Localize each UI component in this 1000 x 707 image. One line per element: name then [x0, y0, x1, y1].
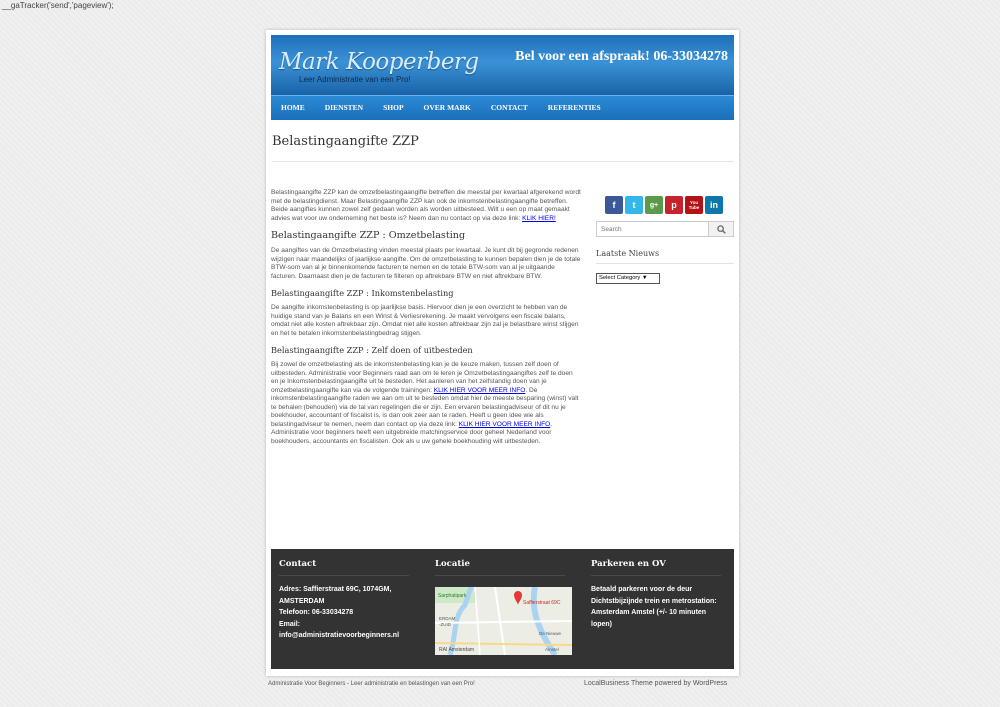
map-label-rai: RAI Amsterdam — [439, 647, 475, 653]
training-info-link[interactable]: KLIK HIER VOOR MEER INFO — [433, 386, 526, 394]
header-tagline: Bel voor een afspraak! 06-33034278 — [515, 49, 728, 64]
site-footer — [271, 549, 734, 669]
search-input[interactable] — [597, 222, 708, 236]
zelf-text-3: . Administratie voor beginners heeft een uitgebreide matchingservice door geheel Nederland voor boekhouders, accountants en fiscalisten. Ook als u uw gehele boekhouding wilt uitbesteden. — [271, 420, 553, 445]
contact-address: Adres: Saffierstraat 69C, 1074GM, — [279, 586, 392, 593]
nav-item-referenties[interactable]: REFERENTIES — [547, 103, 601, 112]
footer-contact — [279, 559, 409, 642]
footer-location-title: Locatie — [435, 559, 565, 576]
nav-item-contact[interactable]: CONTACT — [490, 103, 528, 112]
parking-line-4: lopen) — [591, 620, 612, 628]
heading-omzetbelasting: Belastingaangifte ZZP : Omzetbelasting — [271, 230, 466, 241]
logo-subtitle: Leer Administratie van een Pro! — [299, 75, 411, 84]
social-icons — [605, 196, 723, 214]
contact-email[interactable]: info@administratievoorbeginners.nl — [279, 632, 400, 639]
tracker-script-text: __gaTracker('send','pageview'); — [2, 1, 114, 10]
youtube-icon[interactable]: You Tube — [685, 196, 703, 214]
title-divider — [272, 161, 734, 162]
footer-contact-text — [279, 584, 409, 642]
nav-item-diensten[interactable]: DIENSTEN — [324, 103, 364, 112]
nav-item-shop[interactable]: SHOP — [383, 103, 404, 112]
twitter-icon[interactable]: t — [625, 196, 643, 214]
advisor-info-link[interactable]: KLIK HIER VOOR MEER INFO — [458, 420, 551, 428]
footer-contact-title: Contact — [279, 559, 409, 576]
theme-credit[interactable]: LocalBusiness Theme powered by WordPress — [584, 680, 728, 687]
nav-item-home[interactable]: HOME — [281, 103, 305, 112]
search-box — [596, 221, 734, 237]
category-select[interactable] — [596, 273, 660, 284]
parking-line-2: Dichtstbijzijnde trein en metrostation: — [591, 597, 717, 605]
footer-parking-title: Parkeren en OV — [591, 559, 721, 576]
footer-parking — [591, 559, 721, 630]
map-label-pin: Saffierstraat 69C — [523, 600, 561, 606]
zelf-text-2: . De inkomstenbelastingaangifte raden we aan om uit te besteden omdat hier de meeste besparing (winst) valt te behalen (behouden) via de tal van regelingen die er zijn. Een ervaren belastingadviseur of dit nu je boekhouder, accountant of fiscalist is, is dan ook zeer aan te raden. Heeft u geen idee wie als belastingadviseur te nemen, neem dan contact op via deze link: — [271, 386, 579, 428]
footer-parking-text — [591, 584, 721, 630]
map-label-park: Sarphatipark — [438, 593, 467, 599]
heading-zelf-doen: Belastingaangifte ZZP : Zelf doen of uitbesteden — [271, 345, 473, 355]
site-credit: Administratie Voor Beginners - Leer administratie en belastingen van een Pro! — [268, 681, 475, 687]
map-label-amstel: Amstel — [545, 647, 559, 652]
search-button[interactable] — [708, 222, 733, 236]
widget-title-latest-news: Laatste Nieuws — [596, 249, 660, 258]
paragraph-inkomstenbelasting: De aangifte inkomstenbelasting is op jaarlijkse basis. Hiervoor dien je een overzicht te hebben van de huidige stand van je Balans en een Winst & Verliesrekening. Je maakt vervolgens een fiscale balans, omdat niet alle kosten aftrekbaar zijn. Omdat niet alle kosten aftrekbaar zijn zal je belastbare winst stijgen en het te betalen inkomstenbelastingbedrag stijgen. — [271, 304, 579, 337]
site-header — [271, 35, 734, 95]
nav-item-over-mark[interactable]: OVER MARK — [423, 103, 471, 112]
widget-divider — [596, 263, 734, 264]
main-nav — [271, 95, 734, 120]
footer-location — [435, 559, 565, 576]
paragraph-omzetbelasting: De aangiftes van de Omzetbelasting vinden meestal plaats per kwartaal. Je kunt dit bij gegronde redenen wijzigen naar maandelijks of jaarlijkse aangifte. Om de omzetbelasting te kunnen bepalen dien je de totale BTW-som van al je binnenkomende facturen te nemen en de totale BTW-som van al je uitgaande facturen. Daarnaast dien je de facturen te filteren op aftrekbare BTW en niet aftrekbare BTW. — [271, 247, 581, 280]
contact-phone: Telefoon: 06-33034278 — [279, 609, 354, 616]
paragraph-zelf-doen — [271, 361, 581, 446]
intro-text: Belastingaangifte ZZP kan de omzetbelastingaangifte betreffen die meestal per kwartaal afgerekend wordt met de belastingdienst. Maar Belastingaangifte ZZP kan ook de inkomstenbelastingaangifte betreffen. Beide aangiftes kunnen zowel zelf gedaan worden als worden uitbesteed. Wilt u een op maat gemaakt advies wat voor uw onderneming het beste is? Neem dan nu contact op via deze link: — [271, 189, 581, 222]
parking-line-1: Betaald parkeren voor de deur — [591, 586, 693, 593]
linkedin-icon[interactable]: in — [705, 196, 723, 214]
page-title: Belastingaangifte ZZP — [272, 134, 419, 149]
intro-link[interactable]: KLIK HIER! — [522, 214, 556, 222]
location-map[interactable] — [435, 587, 572, 655]
google-plus-icon[interactable]: g+ — [645, 196, 663, 214]
map-label-zuid-1: ERDAM — [439, 616, 456, 621]
map-label-zuid-2: -ZUID — [439, 622, 451, 627]
facebook-icon[interactable]: f — [605, 196, 623, 214]
main-content — [271, 189, 581, 446]
chevron-down-icon: ▼ — [641, 275, 648, 281]
heading-inkomstenbelasting: Belastingaangifte ZZP : Inkomstenbelasting — [271, 288, 454, 298]
logo-title[interactable]: Mark Kooperberg — [279, 49, 479, 75]
contact-email-label: Email: — [279, 620, 301, 628]
page-container — [266, 30, 739, 676]
map-label-nieuwe: De Nieuwe — [539, 631, 562, 636]
map-graphic — [435, 587, 572, 655]
parking-line-3: Amsterdam Amstel (+/- 10 minuten — [591, 609, 707, 616]
pinterest-icon[interactable]: p — [665, 196, 683, 214]
search-icon — [717, 225, 726, 234]
zelf-text-1: Bij zowel de omzetbelasting als de inkomstenbelasting kan je de keuze maken, tussen zelf doen of uitbesteden. Administratie voor Beginners raad aan om te leren je Omzetbelastingaangiftes zelf te doen en je Inkomstenbelastingaangifte uit te besteden. Het aanleren van het zelfstandig doen van je omzetbelastingaangifte kan via de volgende trainingen: — [271, 361, 573, 394]
category-select-value: Select Category — [599, 275, 641, 281]
contact-city: AMSTERDAM — [279, 597, 325, 605]
intro-paragraph — [271, 189, 581, 223]
